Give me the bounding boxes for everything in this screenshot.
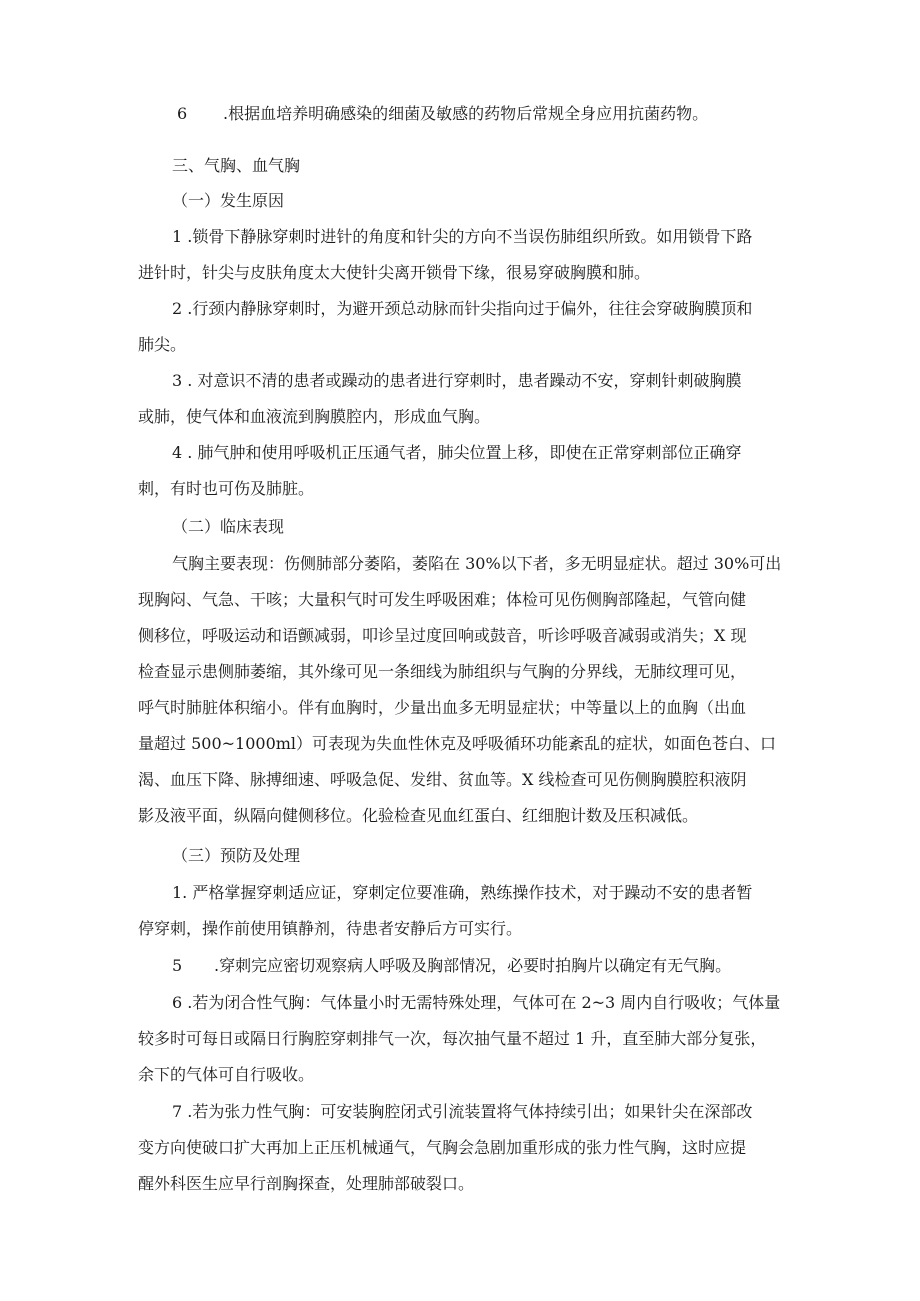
cause-1-line-2: 进针时，针尖与皮肤角度太大使针尖离开锁骨下缘，很易穿破胸膜和肺。 [138,263,651,282]
cause-1-line-1: 1 .锁骨下静脉穿刺时进针的角度和针尖的方向不当误伤肺组织所致。如用锁骨下路 [172,227,753,246]
cause-3-line-1: 3 . 对意识不清的患者或躁动的患者进行穿刺时，患者躁动不安，穿刺针刺破胸膜 [172,371,742,390]
cause-2-line-1: 2 .行颈内静脉穿刺时，为避开颈总动脉而针尖指向过于偏外，往往会穿破胸膜顶和 [172,299,753,318]
prevention-6-line-3: 余下的气体可自行吸收。 [138,1065,315,1084]
prevention-7-line-2: 变方向使破口扩大再加上正压机械通气，气胸会急剧加重形成的张力性气胸，这时应提 [138,1138,747,1157]
clinical-line: 量超过 500~1000ml）可表现为失血性休克及呼吸循环功能紊乱的症状，如面色苍白、口 [138,734,777,753]
clinical-line: 侧移位，呼吸运动和语颤减弱，叩诊呈过度回响或鼓音，听诊呼吸音减弱或消失；X 现 [138,626,747,645]
prevention-6-line-1: 6 .若为闭合性气胸：气体量小时无需特殊处理，气体可在 2~3 周内自行吸收；气体量 [172,993,781,1012]
subsection-title-prevention: （三）预防及处理 [172,846,301,865]
clinical-line: 现胸闷、气急、干咳；大量积气时可发生呼吸困难；体检可见伤侧胸部隆起，气管向健 [138,590,747,609]
subsection-title-causes: （一）发生原因 [172,191,285,210]
cause-4-line-1: 4 . 肺气肿和使用呼吸机正压通气者，肺尖位置上移，即使在正常穿刺部位正确穿 [172,443,742,462]
clinical-line: 呼气时肺脏体积缩小。伴有血胸时，少量出血多无明显症状；中等量以上的血胸（出血 [138,698,747,717]
prevention-5 [172,955,731,977]
prevention-7-line-1: 7 .若为张力性气胸：可安装胸腔闭式引流装置将气体持续引出；如果针尖在深部改 [172,1102,753,1121]
item-text: .根据血培养明确感染的细菌及敏感的药物后常规全身应用抗菌药物。 [223,104,709,123]
clinical-line: 渴、血压下降、脉搏细速、呼吸急促、发绀、贫血等。X 线检查可见伤侧胸膜腔积液阴 [138,770,747,789]
cause-2-line-2: 肺尖。 [138,335,187,354]
item-number: 5 [172,956,183,975]
prevention-1-line-1: 1. 严格掌握穿刺适应证，穿刺定位要准确，熟练操作技术，对于躁动不安的患者暂 [172,883,753,902]
item-number: 6 [177,104,188,123]
item-6-top [177,103,708,125]
cause-4-line-2: 刺，有时也可伤及肺脏。 [138,479,315,498]
subsection-title-clinical: （二）临床表现 [172,517,285,536]
item-text: .穿刺完应密切观察病人呼吸及胸部情况，必要时拍胸片以确定有无气胸。 [214,956,732,975]
section-title: 三、气胸、血气胸 [172,156,301,175]
prevention-7-line-3: 醒外科医生应早行剖胸探查，处理肺部破裂口。 [138,1174,475,1193]
prevention-6-line-2: 较多时可每日或隔日行胸腔穿刺排气一次，每次抽气量不超过 1 升，直至肺大部分复张， [138,1029,767,1048]
cause-3-line-2: 或肺，使气体和血液流到胸膜腔内，形成血气胸。 [138,407,491,426]
clinical-line: 影及液平面，纵隔向健侧移位。化验检查见血红蛋白、红细胞计数及压积减低。 [138,806,699,825]
prevention-1-line-2: 停穿刺，操作前使用镇静剂，待患者安静后方可实行。 [138,919,523,938]
clinical-line: 检查显示患侧肺萎缩，其外缘可见一条细线为肺组织与气胸的分界线，无肺纹理可见， [138,662,747,681]
clinical-line: 气胸主要表现：伤侧肺部分萎陷，萎陷在 30%以下者，多无明显症状。超过 30%可出 [172,554,782,573]
